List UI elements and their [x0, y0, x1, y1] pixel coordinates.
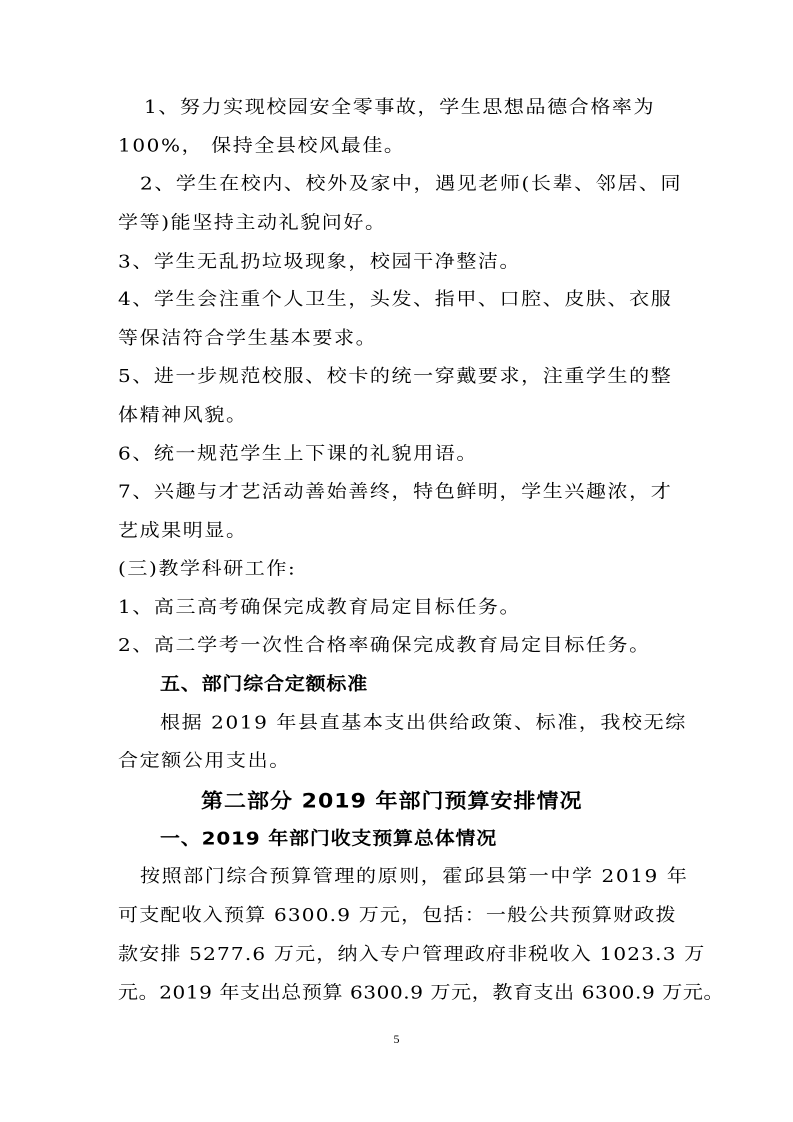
- goal-item-7-line-1: 7、兴趣与才艺活动善始善终，特色鲜明，学生兴趣浓，才: [118, 480, 673, 503]
- part-2-subheading: 一、2019 年部门收支预算总体情况: [160, 827, 498, 849]
- part-2-paragraph-line-1: 按照部门综合预算管理的原则，霍邱县第一中学 2019 年: [140, 865, 689, 887]
- part-2-paragraph-line-4: 元。2019 年支出总预算 6300.9 万元，教育支出 6300.9 万元。: [118, 981, 725, 1004]
- research-heading: (三)教学科研工作:: [118, 557, 297, 579]
- section-5-paragraph-line-1: 根据 2019 年县直基本支出供给政策、标准，我校无综: [160, 711, 687, 734]
- section-5-heading: 五、部门综合定额标准: [160, 672, 368, 695]
- part-2-paragraph-line-3: 款安排 5277.6 万元，纳入专户管理政府非税收入 1023.3 万: [118, 942, 706, 965]
- page-number: 5: [393, 1032, 400, 1046]
- goal-item-5-line-1: 5、进一步规范校服、校卡的统一穿戴要求，注重学生的整: [118, 364, 673, 387]
- goal-item-6: 6、统一规范学生上下课的礼貌用语。: [118, 442, 478, 465]
- goal-item-7-line-2: 艺成果明显。: [118, 519, 248, 541]
- goal-item-1-line-1: 1、努力实现校园安全零事故，学生思想品德合格率为: [144, 95, 656, 118]
- goal-item-2-line-2: 学等)能坚持主动礼貌问好。: [118, 211, 387, 233]
- goal-item-4-line-1: 4、学生会注重个人卫生，头发、指甲、口腔、皮肤、衣服: [118, 288, 673, 310]
- goal-item-1-line-2: 100%， 保持全县校风最佳。: [118, 134, 406, 157]
- research-item-2: 2、高二学考一次性合格率确保完成教育局定目标任务。: [118, 633, 651, 656]
- goal-item-2-line-1: 2、学生在校内、校外及家中，遇见老师(长辈、邻居、同: [140, 172, 683, 195]
- goal-item-4-line-2: 等保洁符合学生基本要求。: [118, 326, 378, 349]
- goal-item-3: 3、学生无乱扔垃圾现象，校园干净整洁。: [118, 250, 522, 272]
- part-2-paragraph-line-2: 可支配收入预算 6300.9 万元，包括：一般公共预算财政拨: [118, 903, 677, 926]
- research-item-1: 1、高三高考确保完成教育局定目标任务。: [118, 595, 522, 618]
- section-5-paragraph-line-2: 合定额公用支出。: [118, 749, 291, 772]
- goal-item-5-line-2: 体精神风貌。: [118, 403, 248, 426]
- part-2-title: 第二部分 2019 年部门预算安排情况: [201, 790, 583, 813]
